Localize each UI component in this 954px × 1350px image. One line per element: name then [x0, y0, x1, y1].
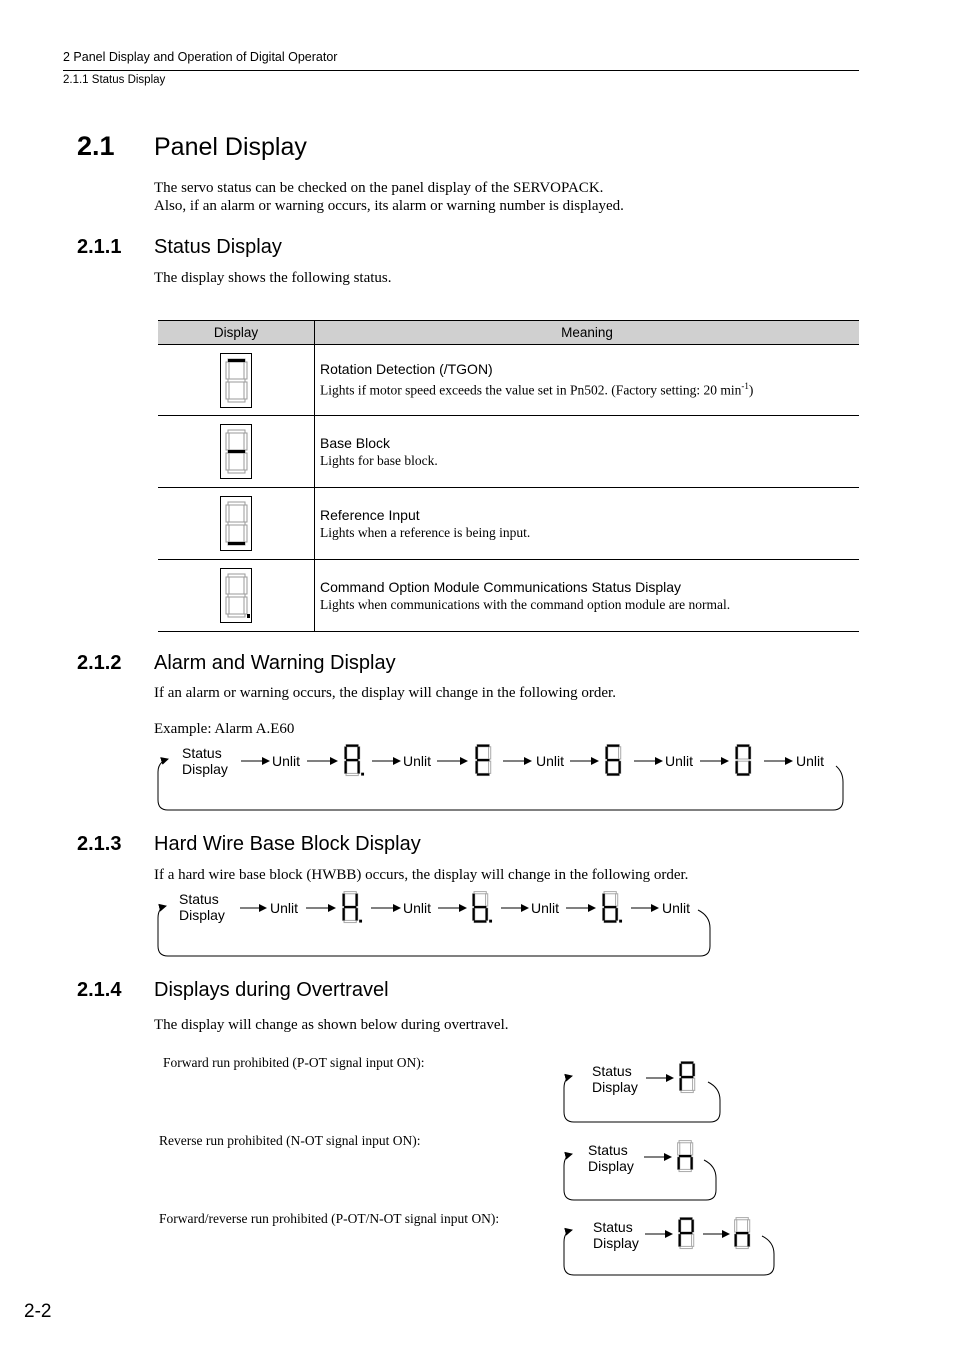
unlit-label: Unlit	[796, 753, 825, 769]
superscript: -1	[741, 381, 749, 392]
flow-start-label-line1: Status	[592, 1063, 632, 1079]
seven-segment-digit-H-dot-icon	[343, 892, 362, 923]
unlit-label: Unlit	[403, 900, 432, 916]
loop-back-line	[158, 906, 710, 956]
description-text-end: )	[748, 382, 754, 398]
section-number: 2.1	[77, 131, 115, 161]
meaning-title: Command Option Module Communications Status Display	[320, 578, 682, 595]
running-header-section: 2.1.1 Status Display	[63, 74, 166, 86]
subsection-title: Displays during Overtravel	[154, 979, 389, 1001]
flow-start-label-line2: Display	[182, 761, 228, 777]
flow-start-label-line2: Display	[593, 1235, 639, 1251]
section-title: Panel Display	[154, 133, 307, 161]
loop-back-line	[158, 759, 843, 810]
overtravel-case-label: Forward/reverse run prohibited (P-OT/N-OT signal input ON):	[159, 1211, 500, 1226]
subsection-number: 2.1.3	[77, 833, 122, 855]
subsection-number: 2.1.4	[77, 979, 122, 1001]
running-header-chapter: 2 Panel Display and Operation of Digital Operator	[63, 50, 338, 64]
seven-segment-digit-b-dot-icon	[473, 892, 492, 923]
meaning-title: Reference Input	[320, 506, 420, 523]
subsection-number: 2.1.2	[77, 652, 122, 674]
meaning-title: Base Block	[320, 434, 391, 451]
subsection-intro: The display will change as shown below during overtravel.	[154, 1017, 509, 1033]
seven-segment-digit-A-dot-icon	[345, 745, 364, 776]
seven-segment-digit-0-icon	[736, 745, 751, 776]
unlit-label: Unlit	[272, 753, 301, 769]
meaning-description: Lights when communications with the command option module are normal.	[320, 596, 731, 612]
flow-start-label-line1: Status	[179, 891, 219, 907]
subsection-title: Alarm and Warning Display	[154, 652, 396, 674]
page-number: 2-2	[24, 1301, 52, 1322]
seven-segment-digit-P-icon	[680, 1062, 695, 1093]
seven-segment-digit-n-icon	[678, 1141, 693, 1172]
unlit-label: Unlit	[536, 753, 565, 769]
subsection-intro: The display shows the following status.	[154, 270, 392, 286]
example-label: Example: Alarm A.E60	[154, 721, 295, 737]
seven-segment-digit-P-icon	[679, 1218, 694, 1249]
unlit-label: Unlit	[665, 753, 694, 769]
subsection-intro: If an alarm or warning occurs, the display will change in the following order.	[154, 685, 616, 701]
seven-segment-digit-E-icon	[476, 745, 491, 776]
subsection-title: Hard Wire Base Block Display	[154, 833, 421, 855]
flow-start-label-line1: Status	[593, 1219, 633, 1235]
flow-start-label-line2: Display	[179, 907, 225, 923]
intro-line: The servo status can be checked on the panel display of the SERVOPACK.	[154, 180, 604, 196]
unlit-label: Unlit	[270, 900, 299, 916]
overtravel-case-label: Forward run prohibited (P-OT signal input ON):	[163, 1055, 425, 1070]
unlit-label: Unlit	[403, 753, 432, 769]
subsection-title: Status Display	[154, 236, 282, 258]
column-header-display: Display	[158, 321, 315, 345]
meaning-description: Lights when a reference is being input.	[320, 524, 531, 540]
unlit-label: Unlit	[662, 900, 691, 916]
seven-segment-digit-b-dot-icon	[603, 892, 622, 923]
seven-segment-digit-6-icon	[606, 745, 621, 776]
loop-back-line	[564, 1076, 720, 1122]
flow-start-label-line2: Display	[588, 1158, 634, 1174]
meaning-description: Lights for base block.	[320, 452, 438, 468]
flow-start-label-line1: Status	[182, 745, 222, 761]
seven-segment-digit-n-icon	[735, 1218, 750, 1249]
meaning-title: Rotation Detection (/TGON)	[320, 361, 493, 378]
subsection-number: 2.1.1	[77, 236, 122, 258]
subsection-intro: If a hard wire base block (HWBB) occurs, the display will change in the following order.	[154, 867, 689, 883]
description-text: Lights if motor speed exceeds the value set in Pn502. (Factory setting: 20 min	[320, 382, 742, 398]
unlit-label: Unlit	[531, 900, 560, 916]
intro-line: Also, if an alarm or warning occurs, its alarm or warning number is displayed.	[154, 198, 624, 214]
flow-start-label-line1: Status	[588, 1142, 628, 1158]
overtravel-case-label: Reverse run prohibited (N-OT signal input ON):	[159, 1133, 421, 1148]
flow-start-label-line2: Display	[592, 1079, 638, 1095]
column-header-meaning: Meaning	[315, 321, 860, 345]
